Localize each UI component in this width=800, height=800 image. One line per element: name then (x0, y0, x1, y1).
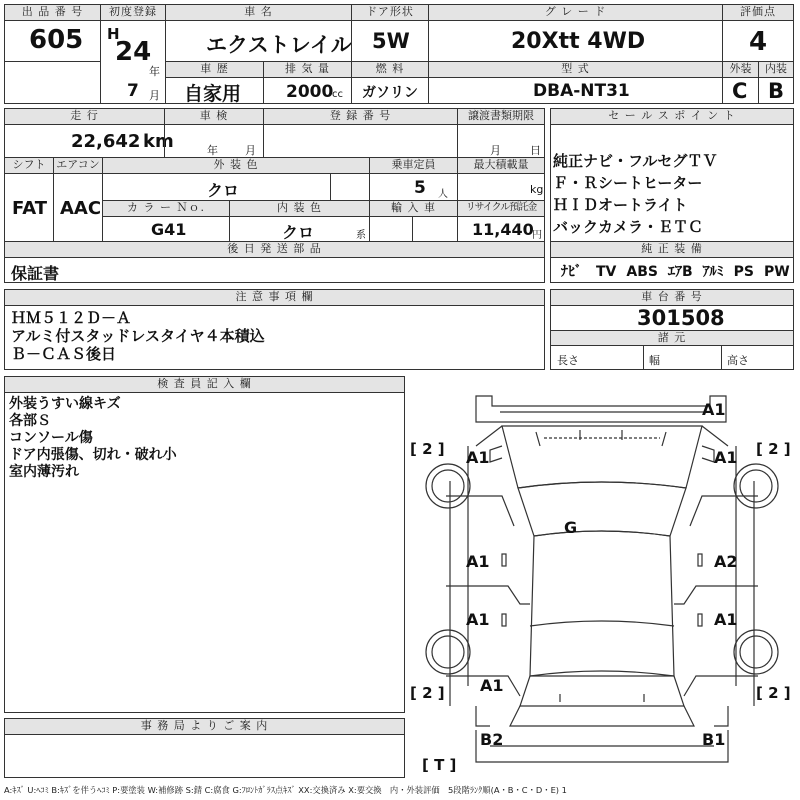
inspector-line: 室内薄汚れ (9, 464, 79, 480)
capacity-label: 乗車定員 (370, 158, 457, 174)
import-divider (412, 217, 413, 241)
sales-point-line: 純正ナビ・フルセグＴＶ (553, 152, 718, 170)
load-unit: kg (530, 183, 544, 196)
height-label: 高さ (727, 354, 749, 367)
sales-point-line: ＨＩＤオートライト (553, 196, 688, 214)
mark-rear-right-bumper: B1 (702, 730, 726, 749)
score-cell (722, 4, 794, 62)
interior-cell (758, 61, 794, 104)
inspector-label: 検 査 員 記 入 欄 (5, 377, 404, 393)
lot-blank-cell (4, 61, 101, 104)
shift-value: FAT (12, 198, 48, 219)
fuel-cell (351, 61, 429, 104)
car-outline-icon (410, 376, 794, 778)
recycle-label: リサイクル預託金 (458, 201, 544, 217)
mark-front-left-door: A1 (466, 552, 490, 571)
era-value: H (107, 25, 120, 43)
dims-divider-1 (643, 346, 644, 369)
mark-top-right: A1 (702, 400, 726, 419)
plate-cell (263, 108, 458, 158)
inspection-year-unit: 年 (207, 144, 218, 157)
mark-rear-left-bumper: B2 (480, 730, 504, 749)
month-value: 7 (127, 81, 139, 101)
grade-value: 20Xtt 4WD (511, 29, 646, 54)
mileage-label: 走 行 (5, 109, 164, 125)
capacity-value: 5 (414, 178, 426, 198)
ac-value: AAC (60, 198, 102, 219)
equipment-item: ｴｱB (667, 264, 693, 280)
model-cell (428, 61, 723, 104)
equipment-item: TV (596, 264, 617, 280)
mark-rear-left-door: A1 (466, 610, 490, 629)
interior-label: 内装 (759, 62, 793, 78)
first-reg-cell (100, 4, 166, 104)
equipment-cell (550, 241, 794, 283)
grade-cell (428, 4, 723, 62)
equipment-item: PS (733, 264, 754, 280)
mark-rear-right-door: A1 (714, 610, 738, 629)
sales-point-line: バックカメラ・ＥＴＣ (553, 218, 704, 236)
car-name-value: エクストレイル (206, 33, 352, 57)
int-color-label: 内 装 色 (230, 201, 369, 217)
mark-front-right-fender: A1 (714, 448, 738, 467)
dims-divider-2 (721, 346, 722, 369)
month-unit: 月 (149, 89, 160, 102)
tire-front-left: [ 2 ] (410, 440, 445, 458)
mileage-cell (4, 108, 174, 158)
load-label: 最大積載量 (458, 158, 544, 174)
fuel-label: 燃 料 (352, 62, 428, 78)
notes-label: 注 意 事 項 欄 (5, 290, 544, 306)
lot-number-value: 605 (29, 25, 84, 55)
office-label: 事 務 局 よ り ご 案 内 (5, 719, 404, 735)
mark-front-right-door: A2 (714, 552, 738, 571)
mark-roof: G (564, 518, 578, 537)
tire-rear-right: [ 2 ] (756, 684, 791, 702)
sales-points-list (553, 150, 717, 238)
recycle-unit: 円 (532, 230, 542, 241)
exterior-label: 外装 (723, 62, 758, 78)
transfer-cell (457, 108, 545, 158)
note-line: Ｂ－ＣＡＳ後日 (11, 345, 117, 363)
sales-points-label: セ ー ル ス ポ イ ン ト (551, 109, 793, 125)
ac-cell (53, 157, 103, 242)
mileage-unit: km (143, 131, 174, 152)
inspector-line: コンソール傷 (9, 430, 93, 446)
legend-text: A:ｷｽﾞ U:ﾍｺﾐ B:ｷｽﾞを伴うﾍｺﾐ P:要塗装 W:補修跡 S:錆 C:腐食 G:ﾌﾛﾝﾄｶﾞﾗｽ点ｷｽﾞ XX:交換済み X:要交換 内・外装評価 5段階ﾗﾝｸ順(A・B・C・D・E) 1 (4, 785, 567, 795)
capacity-unit: 人 (438, 189, 448, 200)
equipment-label: 純 正 装 備 (551, 242, 793, 258)
dims-label: 諸 元 (551, 330, 793, 346)
sales-point-line: Ｆ・Ｒシートヒーター (553, 174, 703, 192)
ac-label: エアコン (54, 158, 102, 174)
color-no-label: カ ラ ー Ｎｏ. (103, 201, 229, 217)
displacement-label: 排 気 量 (264, 62, 351, 78)
score-label: 評価点 (723, 5, 793, 21)
history-value: 自家用 (184, 83, 242, 105)
color-no-cell (102, 200, 230, 242)
sales-points-cell (550, 108, 794, 242)
int-color-value: クロ (282, 223, 315, 242)
note-line: ＨＭ５１２Ｄ－Ａ (11, 309, 132, 327)
lot-number-cell (4, 4, 101, 62)
chassis-cell (550, 289, 794, 370)
interior-value: B (768, 79, 785, 103)
chassis-number: 301508 (637, 306, 725, 330)
inspection-label: 車 検 (165, 109, 263, 125)
plate-label: 登 録 番 号 (264, 109, 457, 125)
recycle-value: 11,440 (472, 220, 534, 239)
history-cell (165, 61, 264, 104)
int-color-unit: 系 (356, 230, 366, 241)
recycle-cell (457, 200, 545, 242)
inspector-line: 外装うすい線キズ (9, 396, 121, 412)
grade-label: グ レ ー ド (429, 5, 722, 21)
int-color-cell (229, 200, 370, 242)
chassis-label: 車 台 番 号 (551, 290, 793, 306)
inspector-line: ドア内張傷、切れ・破れ小 (9, 447, 177, 463)
door-label: ドア形状 (352, 5, 428, 21)
import-label: 輸 入 車 (370, 201, 457, 217)
length-label: 長さ (557, 354, 579, 367)
shift-label: シフト (5, 158, 53, 174)
color-label: 外 装 色 (103, 158, 369, 174)
notes-cell (4, 289, 545, 370)
shift-cell (4, 157, 54, 242)
office-cell (4, 718, 405, 778)
car-name-cell (165, 4, 352, 62)
equipment-item: ABS (626, 264, 658, 280)
inspection-cell (164, 108, 264, 158)
exterior-value: C (732, 79, 748, 103)
model-label: 型 式 (429, 62, 722, 78)
inspector-line: 各部Ｓ (9, 413, 51, 429)
width-label: 幅 (649, 354, 660, 367)
later-parts-value: 保証書 (11, 264, 60, 283)
door-cell (351, 4, 429, 62)
score-value: 4 (749, 27, 768, 57)
inspector-cell (4, 376, 405, 713)
history-label: 車 歴 (166, 62, 263, 78)
lot-number-label: 出 品 番 号 (5, 5, 100, 21)
tire-rear-left: [ 2 ] (410, 684, 445, 702)
fuel-value: ガソリン (362, 85, 418, 101)
color-divider (330, 173, 331, 201)
equipment-list (561, 261, 790, 281)
mileage-value: 22,642 (71, 131, 141, 152)
equipment-item: ｱﾙﾐ (702, 264, 724, 280)
capacity-cell (369, 157, 458, 201)
year-value: 24 (115, 37, 152, 67)
later-parts-label: 後 日 発 送 部 品 (5, 242, 544, 258)
color-value: クロ (207, 181, 240, 200)
spare-tire: [ T ] (422, 756, 457, 774)
color-no-value: G41 (151, 220, 187, 239)
displacement-value: 2000 (286, 82, 334, 102)
first-reg-label: 初度登録 (101, 5, 165, 21)
later-parts-cell (4, 241, 545, 283)
door-value: 5W (372, 29, 410, 53)
tire-front-right: [ 2 ] (756, 440, 791, 458)
inspector-list (9, 396, 177, 481)
transfer-day-unit: 日 (530, 144, 541, 157)
displacement-cell (263, 61, 352, 104)
import-cell (369, 200, 458, 242)
damage-diagram (410, 376, 794, 778)
mark-rear-left-quarter: A1 (480, 676, 504, 695)
mark-front-left-fender: A1 (466, 448, 490, 467)
transfer-label: 譲渡書類期限 (458, 109, 544, 125)
load-cell (457, 157, 545, 201)
car-name-label: 車 名 (166, 5, 351, 21)
inspection-month-unit: 月 (245, 144, 256, 157)
notes-list (11, 309, 265, 363)
displacement-unit: cc (332, 89, 343, 100)
transfer-month-unit: 月 (490, 144, 501, 157)
equipment-item: PW (764, 264, 790, 280)
exterior-cell (722, 61, 759, 104)
equipment-item: ﾅﾋﾞ (561, 264, 582, 280)
year-unit: 年 (149, 65, 160, 78)
note-line: アルミ付スタッドレスタイヤ４本積込 (11, 327, 265, 345)
model-value: DBA-NT31 (533, 81, 630, 101)
